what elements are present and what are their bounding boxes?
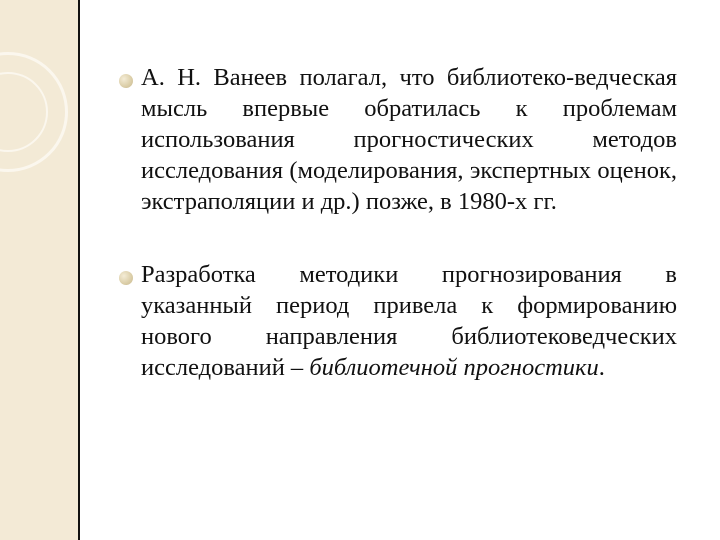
- bullet-text-2-main: Разработка методики прогнозирования в указанный период привела к формированию нового направления библиотековедческих исследований –: [141, 261, 677, 381]
- bullet-item-2: [115, 259, 677, 383]
- bullet-text-2-italic: библиотечной прогностики: [309, 354, 599, 381]
- circle-bullet-icon: [119, 271, 133, 285]
- left-decorative-band: [0, 0, 78, 540]
- bullet-text-1: А. Н. Ванеев полагал, что библиотеко-ведческая мысль впервые обратилась к проблемам использования прогностических методов исследования (моделирования, экспертных оценок, экстраполяции и др.) позже, в 1980-х гг.: [141, 64, 677, 215]
- bullet-item-1: [115, 62, 677, 217]
- bullet-text-2: [141, 259, 677, 383]
- vertical-divider: [78, 0, 80, 540]
- slide-content: [115, 62, 677, 425]
- circle-bullet-icon: [119, 74, 133, 88]
- bullet-text-2-end: .: [598, 354, 605, 381]
